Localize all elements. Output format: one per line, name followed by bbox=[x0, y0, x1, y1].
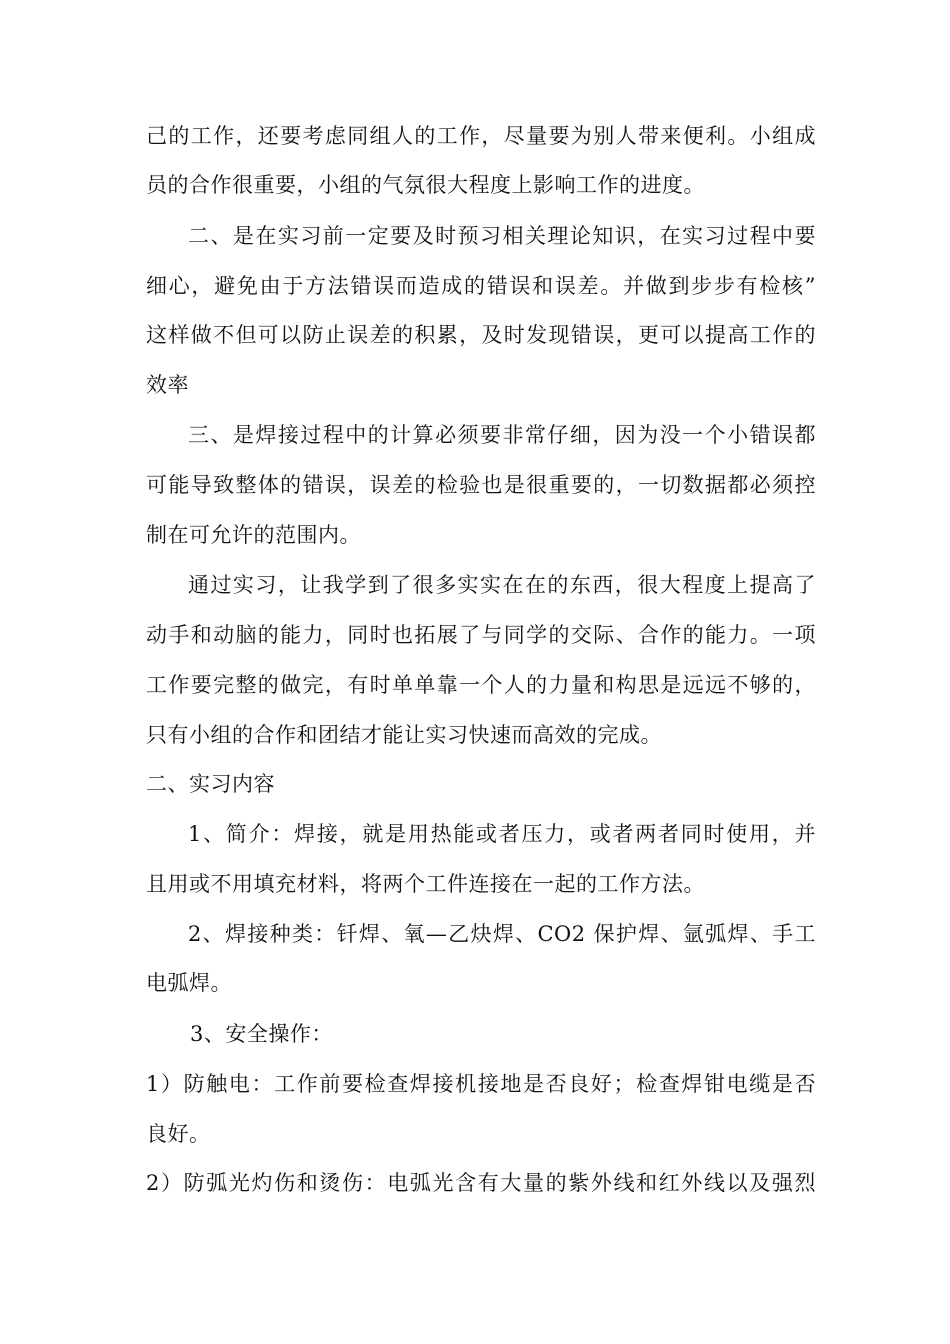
list-item: 1）防触电：工作前要检查焊接机接地是否良好；检查焊钳电缆是否 bbox=[146, 1072, 816, 1096]
text-line: 己的工作，还要考虑同组人的工作，尽量要为别人带来便利。小组成 bbox=[146, 124, 816, 148]
text-line: 电弧焊。 bbox=[146, 971, 232, 995]
text-line: 可能导致整体的错误，误差的检验也是很重要的，一切数据都必须控 bbox=[146, 473, 816, 497]
text-line: 效率 bbox=[146, 373, 189, 397]
text-line: 动手和动脑的能力，同时也拓展了与同学的交际、合作的能力。一项 bbox=[146, 623, 816, 647]
subsection-heading: 3、安全操作： bbox=[190, 1022, 333, 1046]
section-heading: 二、实习内容 bbox=[146, 772, 275, 796]
paragraph-first-line: 三、是焊接过程中的计算必须要非常仔细，因为没一个小错误都 bbox=[188, 423, 816, 447]
text-line: 这样做不但可以防止误差的积累，及时发现错误，更可以提高工作的 bbox=[146, 323, 816, 347]
text-line: 员的合作很重要，小组的气氛很大程度上影响工作的进度。 bbox=[146, 173, 705, 197]
text-line: 细心，避免由于方法错误而造成的错误和误差。并做到步步有检核” bbox=[146, 274, 816, 298]
text-line: 良好。 bbox=[146, 1122, 211, 1146]
paragraph-first-line: 二、是在实习前一定要及时预习相关理论知识，在实习过程中要 bbox=[188, 224, 816, 248]
text-line: 且用或不用填充材料，将两个工件连接在一起的工作方法。 bbox=[146, 872, 705, 896]
paragraph-first-line: 1、简介：焊接，就是用热能或者压力，或者两者同时使用，并 bbox=[188, 822, 816, 846]
text-line: 工作要完整的做完，有时单单靠一个人的力量和构思是远远不够的， bbox=[146, 673, 816, 697]
text-line: 只有小组的合作和团结才能让实习快速而高效的完成。 bbox=[146, 723, 662, 747]
text-line: 制在可允许的范围内。 bbox=[146, 523, 361, 547]
paragraph-first-line: 通过实习，让我学到了很多实实在在的东西，很大程度上提高了 bbox=[188, 573, 816, 597]
list-item: 2）防弧光灼伤和烫伤：电弧光含有大量的紫外线和红外线以及强烈 bbox=[146, 1171, 816, 1195]
paragraph-first-line: 2、焊接种类：钎焊、氧—乙炔焊、CO2 保护焊、氩弧焊、手工 bbox=[188, 922, 816, 946]
